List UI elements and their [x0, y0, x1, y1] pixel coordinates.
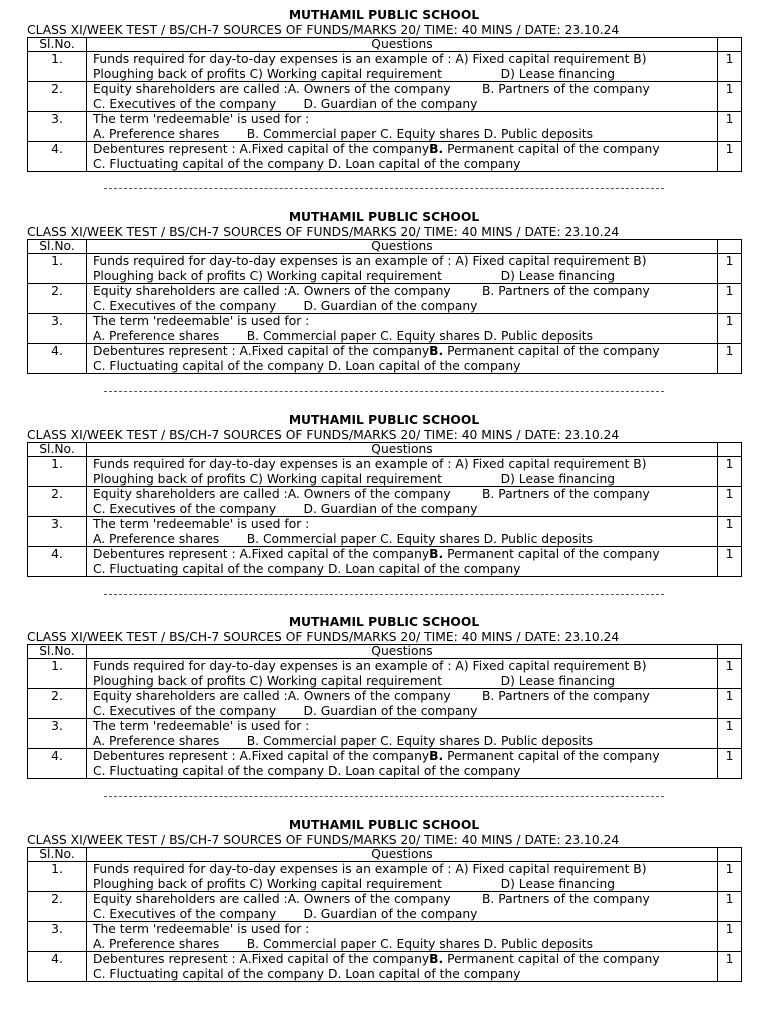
- question-line-1: Funds required for day-to-day expenses is an example of : A) Fixed capital requirement B): [93, 254, 647, 268]
- question-text: [87, 284, 718, 314]
- question-line-1: Equity shareholders are called :A. Owners of the company B. Partners of the company: [93, 892, 650, 906]
- paper-copy: [27, 413, 741, 577]
- question-number: 2.: [28, 892, 87, 922]
- questions-table: [27, 442, 742, 577]
- test-info: CLASS XI/WEEK TEST / BS/CH-7 SOURCES OF FUNDS/MARKS 20/ TIME: 40 MINS / DATE: 23.10.24: [27, 23, 620, 37]
- question-line-1-bold: B.: [429, 344, 444, 358]
- question-line-2: C. Executives of the company D. Guardian of the company: [93, 96, 478, 111]
- question-marks: 1: [718, 892, 742, 922]
- question-row: [28, 862, 742, 892]
- questions-table: [27, 37, 742, 172]
- cut-line: [104, 391, 664, 393]
- question-text: [87, 142, 718, 172]
- table-header-row: [28, 240, 742, 254]
- table-header-row: [28, 645, 742, 659]
- marks-header: [718, 645, 742, 659]
- table-header-row: [28, 38, 742, 52]
- school-name: MUTHAMIL PUBLIC SCHOOL: [288, 413, 480, 427]
- paper-copy: [27, 818, 741, 982]
- question-row: [28, 922, 742, 952]
- cut-line: [104, 796, 664, 798]
- marks-header: [718, 240, 742, 254]
- question-marks: 1: [718, 659, 742, 689]
- question-line-1-start: Debentures represent : A.Fixed capital of the company: [93, 344, 430, 358]
- question-text: [87, 922, 718, 952]
- sl-no-header: Sl.No.: [28, 645, 87, 659]
- question-line-1: Equity shareholders are called :A. Owners of the company B. Partners of the company: [93, 284, 650, 298]
- question-row: [28, 52, 742, 82]
- question-number: 4.: [28, 749, 87, 779]
- question-marks: 1: [718, 52, 742, 82]
- question-line-1: Funds required for day-to-day expenses is an example of : A) Fixed capital requirement B): [93, 457, 647, 471]
- test-info: CLASS XI/WEEK TEST / BS/CH-7 SOURCES OF FUNDS/MARKS 20/ TIME: 40 MINS / DATE: 23.10.24: [27, 225, 620, 239]
- question-row: [28, 952, 742, 982]
- question-line-1: The term 'redeemable' is used for :: [93, 517, 310, 531]
- question-line-1-bold: B.: [429, 952, 444, 966]
- cut-line: [104, 188, 664, 190]
- question-text: [87, 487, 718, 517]
- question-number: 3.: [28, 719, 87, 749]
- question-line-1-start: Debentures represent : A.Fixed capital of the company: [93, 749, 430, 763]
- question-line-1-rest: Permanent capital of the company: [443, 952, 660, 966]
- question-line-2: Ploughing back of profits C) Working capital requirement D) Lease financing: [93, 268, 616, 283]
- question-marks: 1: [718, 344, 742, 374]
- question-row: [28, 344, 742, 374]
- question-marks: 1: [718, 142, 742, 172]
- question-text: [87, 82, 718, 112]
- question-text: [87, 254, 718, 284]
- question-row: [28, 749, 742, 779]
- question-marks: 1: [718, 952, 742, 982]
- question-line-2: A. Preference shares B. Commercial paper C. Equity shares D. Public deposits: [93, 936, 594, 951]
- question-number: 1.: [28, 659, 87, 689]
- table-header-row: [28, 443, 742, 457]
- question-marks: 1: [718, 487, 742, 517]
- question-line-1-bold: B.: [429, 749, 444, 763]
- question-line-1: [93, 344, 717, 359]
- question-number: 4.: [28, 547, 87, 577]
- question-row: [28, 689, 742, 719]
- test-info: CLASS XI/WEEK TEST / BS/CH-7 SOURCES OF FUNDS/MARKS 20/ TIME: 40 MINS / DATE: 23.10.24: [27, 630, 620, 644]
- question-row: [28, 659, 742, 689]
- question-row: [28, 547, 742, 577]
- question-text: [87, 892, 718, 922]
- question-line-2: C. Executives of the company D. Guardian of the company: [93, 501, 478, 516]
- question-row: [28, 487, 742, 517]
- sl-no-header: Sl.No.: [28, 38, 87, 52]
- question-number: 3.: [28, 314, 87, 344]
- question-marks: 1: [718, 547, 742, 577]
- question-line-1-bold: B.: [429, 142, 444, 156]
- question-text: [87, 719, 718, 749]
- question-row: [28, 82, 742, 112]
- question-text: [87, 952, 718, 982]
- question-row: [28, 517, 742, 547]
- question-text: [87, 457, 718, 487]
- table-header-row: [28, 848, 742, 862]
- question-line-2: A. Preference shares B. Commercial paper C. Equity shares D. Public deposits: [93, 531, 594, 546]
- question-marks: 1: [718, 862, 742, 892]
- question-number: 3.: [28, 922, 87, 952]
- paper-copy: [27, 615, 741, 779]
- question-text: [87, 314, 718, 344]
- question-line-1: [93, 952, 717, 967]
- question-marks: 1: [718, 719, 742, 749]
- question-number: 3.: [28, 517, 87, 547]
- question-text: [87, 749, 718, 779]
- question-number: 2.: [28, 689, 87, 719]
- cut-line: [104, 594, 664, 596]
- question-row: [28, 284, 742, 314]
- question-line-2: C. Fluctuating capital of the company D. Loan capital of the company: [93, 561, 521, 576]
- question-line-1-start: Debentures represent : A.Fixed capital of the company: [93, 142, 430, 156]
- sl-no-header: Sl.No.: [28, 848, 87, 862]
- school-name: MUTHAMIL PUBLIC SCHOOL: [288, 210, 480, 224]
- question-line-1-start: Debentures represent : A.Fixed capital of the company: [93, 952, 430, 966]
- question-text: [87, 547, 718, 577]
- question-text: [87, 52, 718, 82]
- sl-no-header: Sl.No.: [28, 240, 87, 254]
- question-line-1: Funds required for day-to-day expenses is an example of : A) Fixed capital requirement B): [93, 862, 647, 876]
- question-number: 2.: [28, 487, 87, 517]
- question-line-1: The term 'redeemable' is used for :: [93, 922, 310, 936]
- question-marks: 1: [718, 922, 742, 952]
- question-marks: 1: [718, 517, 742, 547]
- question-marks: 1: [718, 314, 742, 344]
- question-marks: 1: [718, 284, 742, 314]
- question-line-1: Equity shareholders are called :A. Owners of the company B. Partners of the company: [93, 689, 650, 703]
- questions-table: [27, 847, 742, 982]
- question-line-2: C. Executives of the company D. Guardian of the company: [93, 298, 478, 313]
- question-line-2: C. Fluctuating capital of the company D. Loan capital of the company: [93, 763, 521, 778]
- question-line-2: Ploughing back of profits C) Working capital requirement D) Lease financing: [93, 673, 616, 688]
- question-line-1: [93, 749, 717, 764]
- question-line-1: [93, 547, 717, 562]
- question-row: [28, 142, 742, 172]
- question-text: [87, 344, 718, 374]
- question-marks: 1: [718, 112, 742, 142]
- question-marks: 1: [718, 82, 742, 112]
- paper-copy: [27, 210, 741, 374]
- question-line-1-rest: Permanent capital of the company: [443, 344, 660, 358]
- question-marks: 1: [718, 254, 742, 284]
- question-row: [28, 314, 742, 344]
- test-info: CLASS XI/WEEK TEST / BS/CH-7 SOURCES OF FUNDS/MARKS 20/ TIME: 40 MINS / DATE: 23.10.24: [27, 428, 620, 442]
- test-info: CLASS XI/WEEK TEST / BS/CH-7 SOURCES OF FUNDS/MARKS 20/ TIME: 40 MINS / DATE: 23.10.24: [27, 833, 620, 847]
- questions-header: Questions: [87, 240, 718, 254]
- question-line-2: C. Fluctuating capital of the company D. Loan capital of the company: [93, 156, 521, 171]
- questions-header: Questions: [87, 645, 718, 659]
- question-line-1: [93, 142, 717, 157]
- question-number: 4.: [28, 952, 87, 982]
- question-line-2: Ploughing back of profits C) Working capital requirement D) Lease financing: [93, 876, 616, 891]
- question-line-1: Funds required for day-to-day expenses is an example of : A) Fixed capital requirement B): [93, 52, 647, 66]
- question-line-1: Equity shareholders are called :A. Owners of the company B. Partners of the company: [93, 82, 650, 96]
- question-line-2: Ploughing back of profits C) Working capital requirement D) Lease financing: [93, 471, 616, 486]
- question-number: 4.: [28, 344, 87, 374]
- school-name: MUTHAMIL PUBLIC SCHOOL: [288, 818, 480, 832]
- question-text: [87, 689, 718, 719]
- question-line-1: The term 'redeemable' is used for :: [93, 719, 310, 733]
- question-line-1-rest: Permanent capital of the company: [443, 142, 660, 156]
- question-row: [28, 457, 742, 487]
- question-line-2: A. Preference shares B. Commercial paper C. Equity shares D. Public deposits: [93, 126, 594, 141]
- question-line-2: C. Executives of the company D. Guardian of the company: [93, 906, 478, 921]
- question-marks: 1: [718, 689, 742, 719]
- question-text: [87, 517, 718, 547]
- questions-table: [27, 239, 742, 374]
- question-number: 2.: [28, 284, 87, 314]
- question-row: [28, 112, 742, 142]
- questions-table: [27, 644, 742, 779]
- question-row: [28, 254, 742, 284]
- school-name: MUTHAMIL PUBLIC SCHOOL: [288, 615, 480, 629]
- question-line-2: C. Executives of the company D. Guardian of the company: [93, 703, 478, 718]
- question-line-1-bold: B.: [429, 547, 444, 561]
- questions-header: Questions: [87, 38, 718, 52]
- question-line-1: Equity shareholders are called :A. Owners of the company B. Partners of the company: [93, 487, 650, 501]
- questions-header: Questions: [87, 848, 718, 862]
- sl-no-header: Sl.No.: [28, 443, 87, 457]
- question-line-1: The term 'redeemable' is used for :: [93, 314, 310, 328]
- question-line-2: A. Preference shares B. Commercial paper C. Equity shares D. Public deposits: [93, 328, 594, 343]
- question-line-1-rest: Permanent capital of the company: [443, 749, 660, 763]
- question-number: 3.: [28, 112, 87, 142]
- question-marks: 1: [718, 457, 742, 487]
- question-line-2: A. Preference shares B. Commercial paper C. Equity shares D. Public deposits: [93, 733, 594, 748]
- question-line-2: C. Fluctuating capital of the company D. Loan capital of the company: [93, 358, 521, 373]
- marks-header: [718, 38, 742, 52]
- question-row: [28, 719, 742, 749]
- question-number: 1.: [28, 52, 87, 82]
- paper-copy: [27, 8, 741, 172]
- question-number: 2.: [28, 82, 87, 112]
- question-line-1: The term 'redeemable' is used for :: [93, 112, 310, 126]
- question-number: 1.: [28, 457, 87, 487]
- question-number: 1.: [28, 254, 87, 284]
- question-line-1-rest: Permanent capital of the company: [443, 547, 660, 561]
- question-line-2: C. Fluctuating capital of the company D. Loan capital of the company: [93, 966, 521, 981]
- question-line-2: Ploughing back of profits C) Working capital requirement D) Lease financing: [93, 66, 616, 81]
- question-text: [87, 659, 718, 689]
- question-row: [28, 892, 742, 922]
- school-name: MUTHAMIL PUBLIC SCHOOL: [288, 8, 480, 22]
- marks-header: [718, 443, 742, 457]
- question-line-1: Funds required for day-to-day expenses is an example of : A) Fixed capital requirement B): [93, 659, 647, 673]
- marks-header: [718, 848, 742, 862]
- questions-header: Questions: [87, 443, 718, 457]
- question-marks: 1: [718, 749, 742, 779]
- question-text: [87, 862, 718, 892]
- question-number: 1.: [28, 862, 87, 892]
- question-number: 4.: [28, 142, 87, 172]
- question-line-1-start: Debentures represent : A.Fixed capital of the company: [93, 547, 430, 561]
- question-text: [87, 112, 718, 142]
